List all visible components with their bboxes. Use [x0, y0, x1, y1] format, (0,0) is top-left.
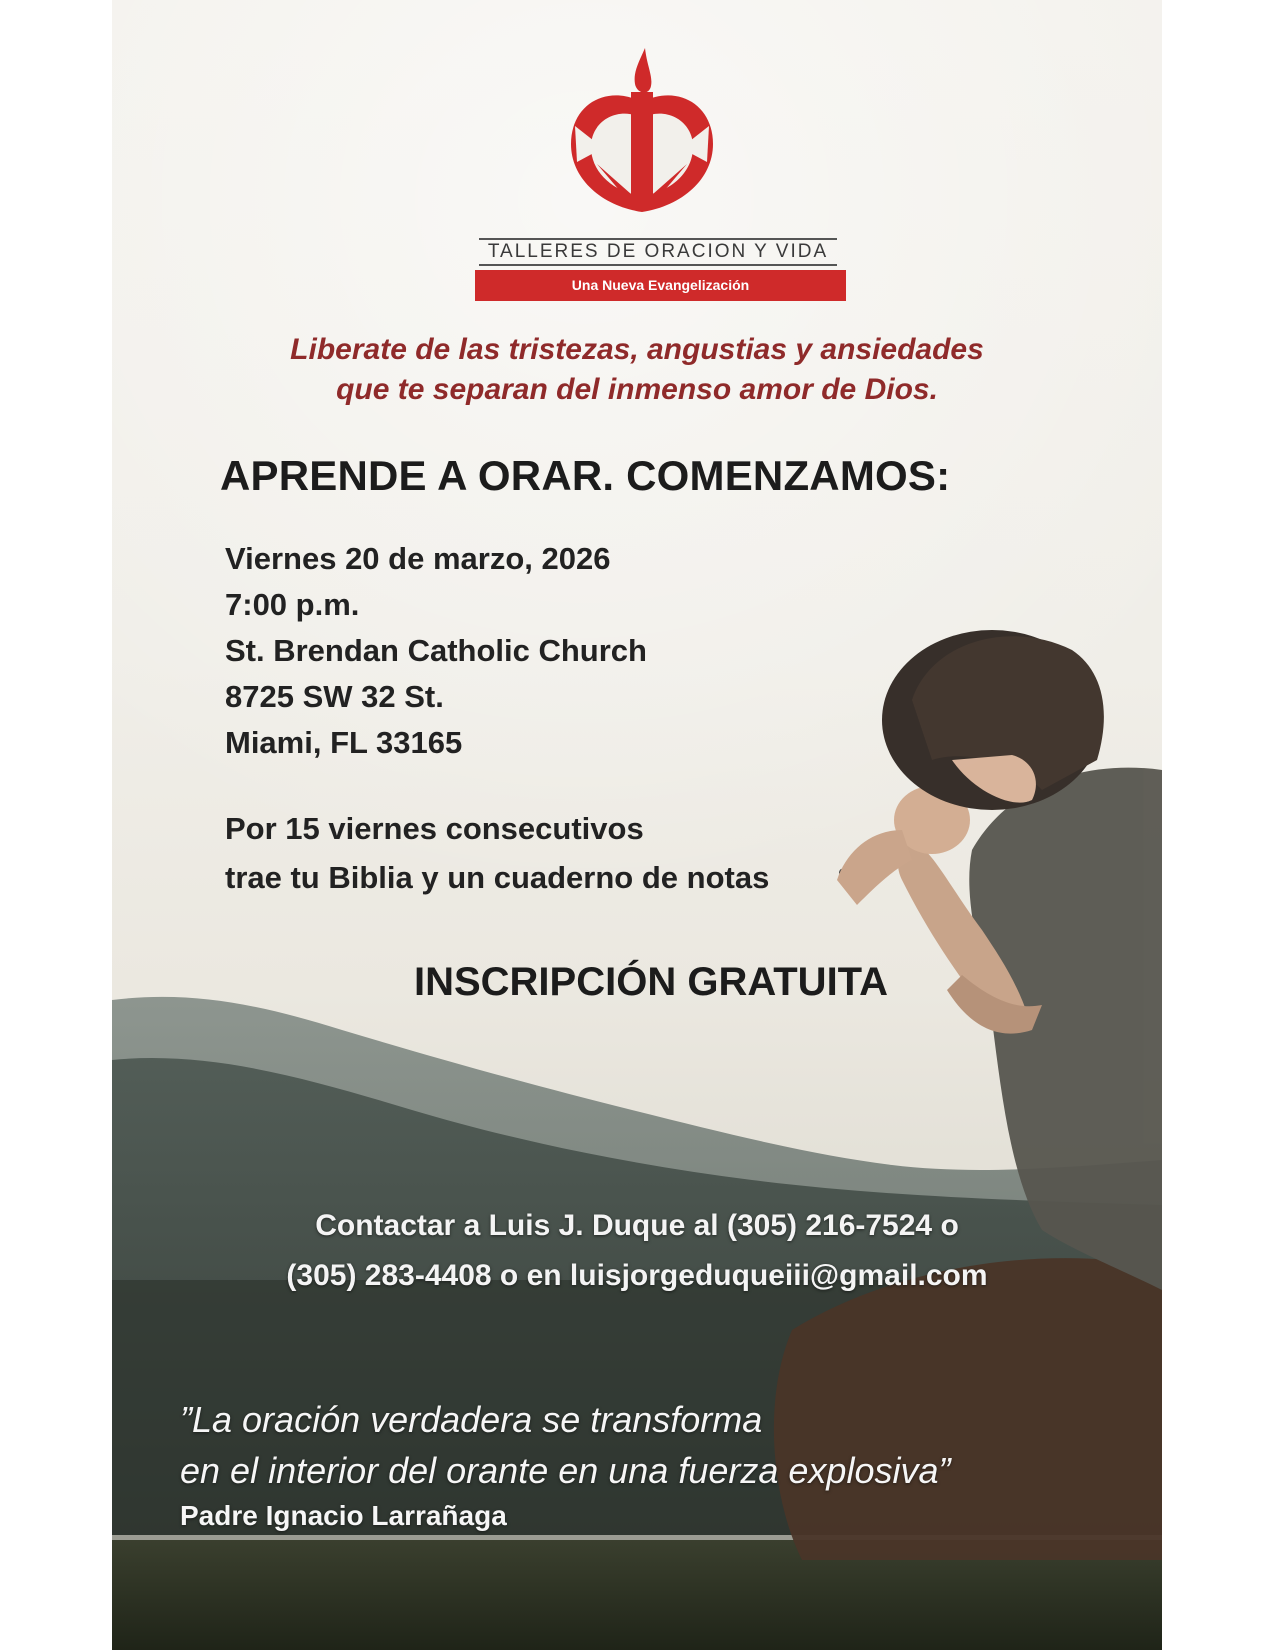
main-heading: APRENDE A ORAR. COMENZAMOS:	[220, 452, 951, 499]
contact-line: (305) 283-4408 o en luisjorgeduqueiii@gmail.com	[286, 1259, 988, 1292]
event-date: Viernes 20 de marzo, 2026	[225, 541, 611, 576]
event-notes	[225, 804, 769, 902]
contact-line: Contactar a Luis J. Duque al (305) 216-7524 o	[315, 1209, 959, 1242]
contact-info	[112, 1201, 1162, 1301]
event-venue: St. Brendan Catholic Church	[225, 633, 647, 668]
quote	[180, 1394, 950, 1496]
note-line: trae tu Biblia y un cuaderno de notas	[225, 860, 770, 895]
tagline-line: que te separan del inmenso amor de Dios.	[336, 373, 938, 406]
poster	[112, 0, 1162, 1650]
quote-line: en el interior del orante en una fuerza explosiva”	[180, 1450, 951, 1491]
organization-name: TALLERES DE ORACION Y VIDA	[479, 238, 837, 266]
quote-line: ”La oración verdadera se transforma	[180, 1399, 763, 1440]
event-street: 8725 SW 32 St.	[225, 679, 444, 714]
registration-banner: INSCRIPCIÓN GRATUITA	[413, 960, 889, 1004]
event-details	[225, 536, 647, 766]
note-line: Por 15 viernes consecutivos	[225, 811, 644, 846]
tagline-line: Liberate de las tristezas, angustias y ansiedades	[290, 333, 984, 366]
tagline	[112, 330, 1162, 410]
quote-author: Padre Ignacio Larrañaga	[180, 1500, 507, 1531]
event-city: Miami, FL 33165	[225, 725, 463, 760]
event-time: 7:00 p.m.	[225, 587, 360, 622]
organization-subtitle: Una Nueva Evangelización	[475, 270, 846, 301]
candle-heart-logo-icon	[567, 44, 717, 214]
